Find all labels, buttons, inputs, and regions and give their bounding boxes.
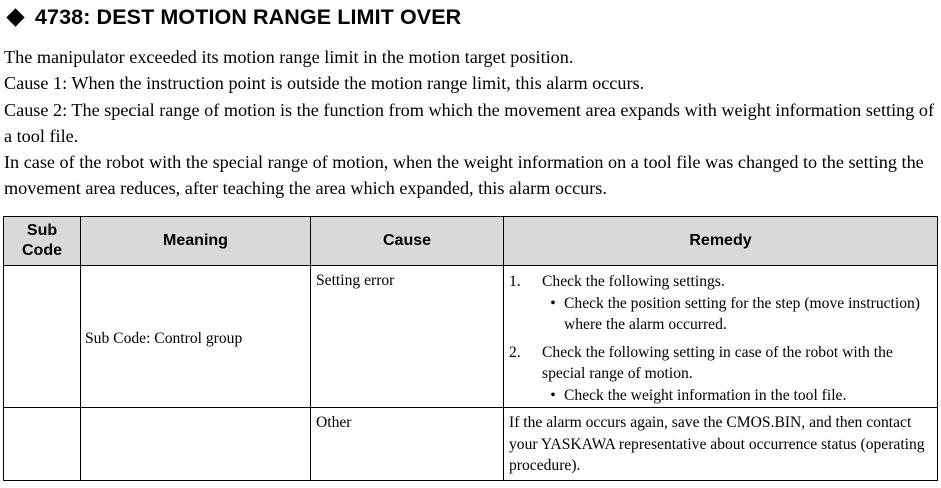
cell-sub-code [4, 408, 81, 481]
bullet-dot-icon: • [550, 386, 556, 404]
table-row [4, 408, 938, 481]
alarm-title: 4738: DEST MOTION RANGE LIMIT OVER [35, 4, 462, 29]
step-text [542, 342, 933, 407]
bullet-item [542, 293, 933, 336]
bullet-dot-icon: • [550, 294, 556, 312]
diamond-bullet-icon [6, 8, 24, 26]
description-line: The manipulator exceeded its motion range limit in the motion target position. [4, 47, 574, 67]
description-line: In case of the robot with the special range of motion, when the weight information on a tool file was changed to the setting the movement area reduces, after teaching the area which expanded, this alarm occurs. [4, 152, 924, 199]
remedy-step [509, 271, 933, 336]
alarm-heading [4, 2, 461, 32]
header-sub-code-line1: Sub [26, 222, 58, 239]
bullet-item [542, 385, 933, 407]
header-meaning: Meaning [81, 217, 311, 266]
table-header-row [4, 217, 938, 266]
cell-remedy: If the alarm occurs again, save the CMOS.BIN, and then contact your YASKAWA representative about occurrence status (operating procedure). [504, 408, 938, 481]
step-text [542, 271, 933, 336]
cell-meaning: Sub Code: Control group [81, 266, 311, 408]
header-cause: Cause [311, 217, 504, 266]
remedy-step [509, 342, 933, 407]
alarm-description [4, 44, 939, 202]
step-number: 2. [509, 343, 521, 361]
step-instruction: Check the following setting in case of the robot with the special range of motion. [542, 343, 893, 382]
cell-meaning [81, 408, 311, 481]
header-sub-code [4, 217, 81, 266]
description-line: Cause 2: The special range of motion is the function from which the movement area expands with weight information setting of a tool file. [4, 99, 935, 146]
header-remedy: Remedy [504, 217, 938, 266]
description-line: Cause 1: When the instruction point is outside the motion range limit, this alarm occurs. [4, 73, 645, 94]
step-number: 1. [509, 273, 521, 290]
cell-sub-code [4, 266, 81, 408]
cell-cause: Setting error [311, 266, 504, 408]
table-row [4, 266, 938, 408]
cell-remedy [504, 266, 938, 408]
step-instruction: Check the following settings. [542, 273, 725, 290]
header-sub-code-line2: Code [22, 242, 62, 259]
bullet-text: Check the weight information in the tool file. [564, 386, 847, 404]
alarm-table [3, 216, 938, 481]
cell-cause: Other [311, 408, 504, 481]
bullet-text: Check the position setting for the step (move instruction) where the alarm occurred. [564, 294, 920, 333]
